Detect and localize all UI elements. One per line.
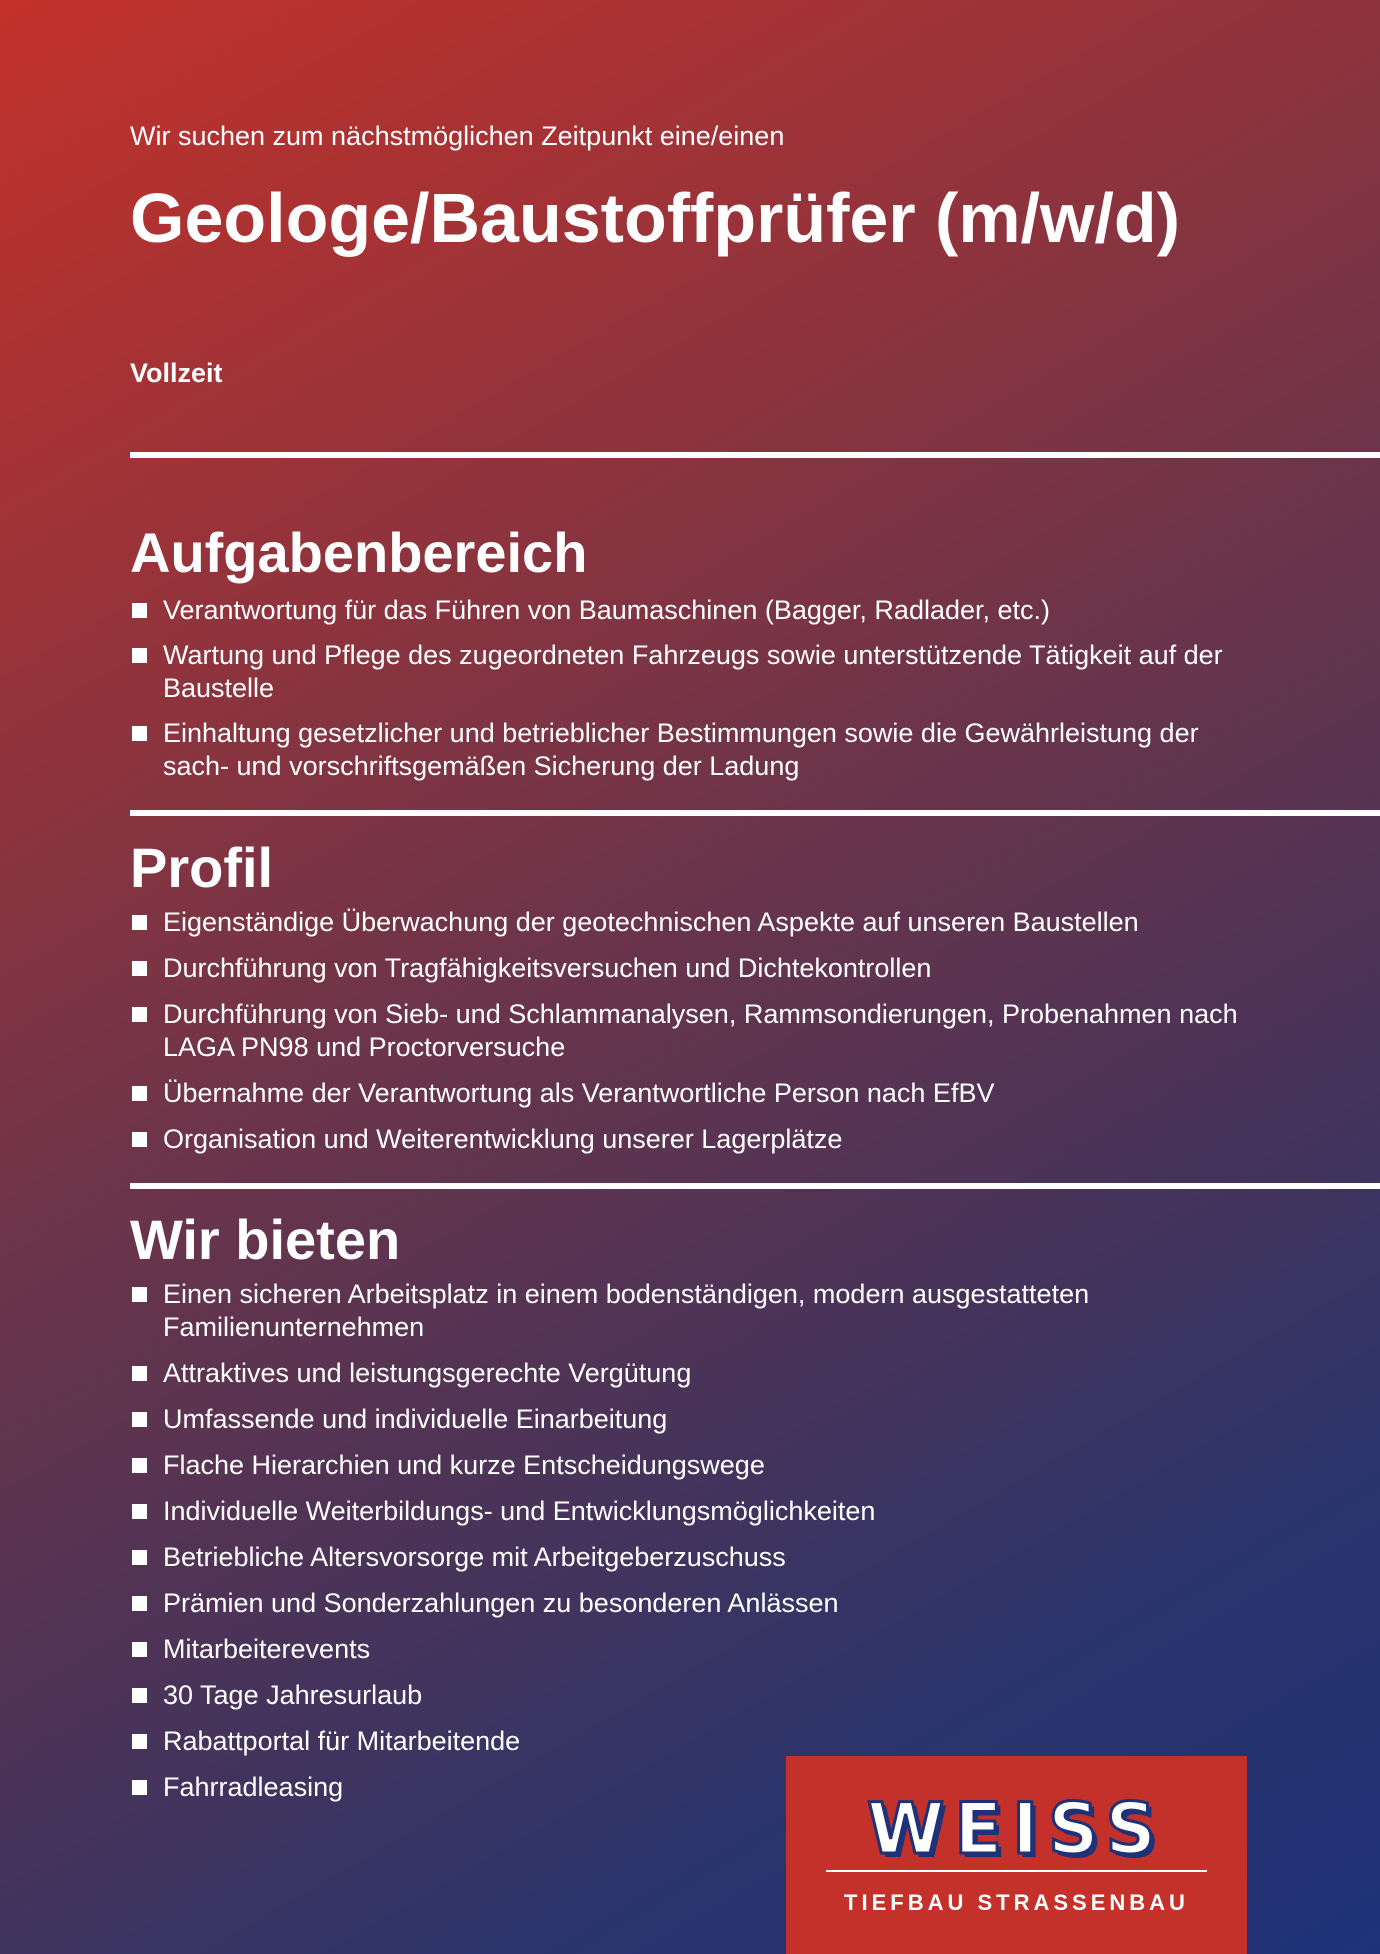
bullet-square-icon <box>132 1458 147 1473</box>
list-profil <box>130 906 1250 1156</box>
list-item-text: Flache Hierarchien und kurze Entscheidungswege <box>163 1450 765 1480</box>
section-title-aufgabenbereich: Aufgabenbereich <box>130 521 588 584</box>
list-item-text: Attraktives und leistungsgerechte Vergütung <box>163 1358 692 1388</box>
bullet-square-icon <box>132 1366 147 1381</box>
logo-tagline: TIEFBAU STRASSENBAU <box>844 1890 1189 1915</box>
list-item <box>130 1495 1250 1528</box>
bullet-square-icon <box>132 648 147 663</box>
list-item-text: 30 Tage Jahresurlaub <box>163 1680 423 1710</box>
divider <box>130 452 1380 458</box>
list-item-text: Übernahme der Verantwortung als Verantwortliche Person nach EfBV <box>163 1078 995 1108</box>
bullet-square-icon <box>132 603 147 618</box>
list-item <box>130 1679 1250 1712</box>
list-item-text: Wartung und Pflege des zugeordneten Fahrzeugs sowie unterstützende Tätigkeit auf der Baustelle <box>163 640 1223 703</box>
bullet-square-icon <box>132 1734 147 1749</box>
list-item-text: Einhaltung gesetzlicher und betrieblicher Bestimmungen sowie die Gewährleistung der sach- und vorschriftsgemäßen Sicherung der Ladung <box>163 718 1199 781</box>
list-item-text: Eigenständige Überwachung der geotechnischen Aspekte auf unseren Baustellen <box>163 907 1139 937</box>
list-aufgabenbereich <box>130 594 1250 783</box>
bullet-square-icon <box>132 1132 147 1147</box>
list-item-text: Organisation und Weiterentwicklung unserer Lagerplätze <box>163 1124 843 1154</box>
list-item <box>130 1541 1250 1574</box>
list-item-text: Mitarbeiterevents <box>163 1634 371 1664</box>
bullet-square-icon <box>132 915 147 930</box>
list-item <box>130 1278 1250 1344</box>
job-title: Geologe/Baustoffprüfer (m/w/d) <box>130 179 1180 257</box>
bullet-square-icon <box>132 1086 147 1101</box>
bullet-square-icon <box>132 1688 147 1703</box>
employment-type: Vollzeit <box>130 358 223 388</box>
list-wir-bieten <box>130 1278 1250 1804</box>
list-item <box>130 594 1250 627</box>
bullet-square-icon <box>132 1007 147 1022</box>
list-item <box>130 1357 1250 1390</box>
list-item <box>130 1449 1250 1482</box>
list-item <box>130 717 1250 783</box>
list-item <box>130 1123 1250 1156</box>
list-item-text: Rabattportal für Mitarbeitende <box>163 1726 521 1756</box>
bullet-square-icon <box>132 1596 147 1611</box>
bullet-square-icon <box>132 1412 147 1427</box>
list-item-text: Verantwortung für das Führen von Baumaschinen (Bagger, Radlader, etc.) <box>163 595 1051 625</box>
divider <box>130 810 1380 816</box>
list-item <box>130 1725 1250 1758</box>
bullet-square-icon <box>132 961 147 976</box>
list-item <box>130 1403 1250 1436</box>
list-item <box>130 906 1250 939</box>
list-item-text: Prämien und Sonderzahlungen zu besonderen Anlässen <box>163 1588 839 1618</box>
bullet-square-icon <box>132 726 147 741</box>
list-item-text: Umfassende und individuelle Einarbeitung <box>163 1404 668 1434</box>
company-logo <box>786 1756 1247 1954</box>
list-item <box>130 952 1250 985</box>
bullet-square-icon <box>132 1780 147 1795</box>
logo-divider <box>826 1870 1207 1872</box>
list-item <box>130 1587 1250 1620</box>
list-item <box>130 1077 1250 1110</box>
list-item <box>130 639 1250 705</box>
list-item-text: Einen sicheren Arbeitsplatz in einem bodenständigen, modern ausgestatteten Familienunternehmen <box>163 1279 1090 1342</box>
list-item-text: Betriebliche Altersvorsorge mit Arbeitgeberzuschuss <box>163 1542 786 1572</box>
intro-text: Wir suchen zum nächstmöglichen Zeitpunkt eine/einen <box>130 121 785 151</box>
bullet-square-icon <box>132 1287 147 1302</box>
bullet-square-icon <box>132 1550 147 1565</box>
list-item-text: Individuelle Weiterbildungs- und Entwicklungsmöglichkeiten <box>163 1496 876 1526</box>
logo-wordmark: WEISS <box>867 1788 1166 1870</box>
list-item <box>130 998 1250 1064</box>
list-item-text: Fahrradleasing <box>163 1772 344 1802</box>
bullet-square-icon <box>132 1642 147 1657</box>
bullet-square-icon <box>132 1504 147 1519</box>
list-item-text: Durchführung von Sieb- und Schlammanalysen, Rammsondierungen, Probenahmen nach LAGA PN98 und Proctorversuche <box>163 999 1238 1062</box>
section-title-wir-bieten: Wir bieten <box>130 1208 401 1271</box>
list-item-text: Durchführung von Tragfähigkeitsversuchen und Dichtekontrollen <box>163 953 932 983</box>
section-title-profil: Profil <box>130 836 274 899</box>
divider <box>130 1183 1380 1189</box>
list-item <box>130 1633 1250 1666</box>
